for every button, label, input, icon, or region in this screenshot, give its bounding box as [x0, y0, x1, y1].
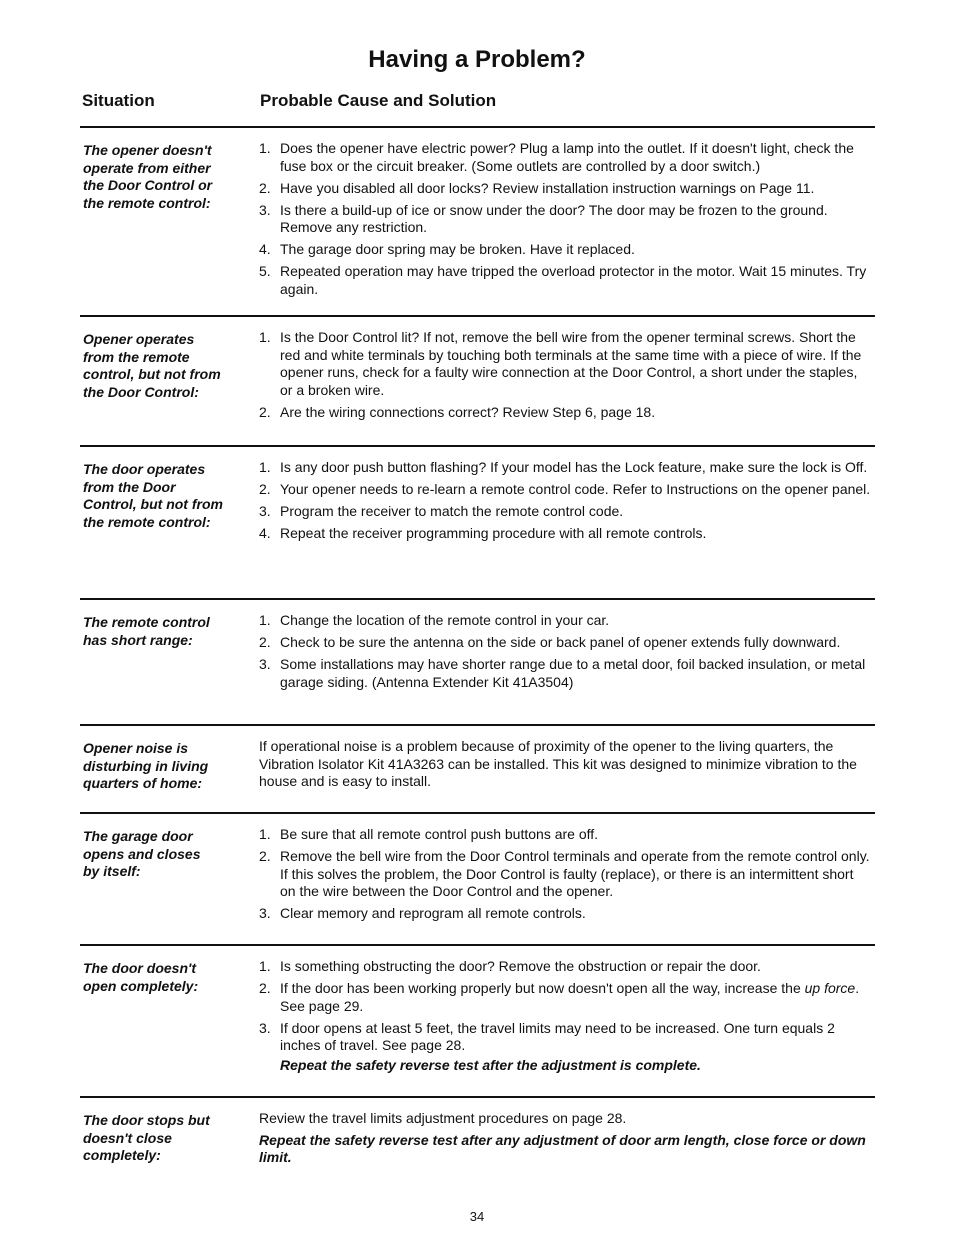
situation-text: Opener noise is disturbing in living quarters of home:: [83, 740, 209, 791]
page-number: 34: [469, 1209, 485, 1224]
solution-item: 4. The garage door spring may be broken. Have it replaced.: [259, 241, 635, 257]
solution-column-header: Probable Cause and Solution: [260, 91, 497, 110]
solution-item: 2. If the door has been working properly but now doesn't open all the way, increase the up force. See page 29.: [259, 980, 860, 1014]
solution-item: 3. Program the receiver to match the remote control code.: [259, 503, 624, 519]
problem-section-noise: [80, 724, 875, 791]
solution-item: 3. Is there a build-up of ice or snow under the door? The door may be frozen to the ground. Remove any restriction.: [259, 201, 828, 235]
solution-paragraph: If operational noise is a problem because of proximity of the opener to the living quarters, the Vibration Isolator Kit 41A3263 can be installed. This kit was designed to minimize vibration to the house and is easy to install.: [259, 738, 857, 789]
situation-text: The remote control has short range:: [83, 614, 210, 648]
solution-item: 5. Repeated operation may have tripped the overload protector in the motor. Wait 15 minutes. Try again.: [259, 263, 867, 297]
problem-section-no-power: [80, 126, 875, 297]
solution-block: [259, 329, 871, 426]
solution-block: [259, 826, 871, 927]
solution-block: [259, 1110, 871, 1167]
solution-item: 3. Some installations may have shorter range due to a metal door, foil backed insulation, or metal garage siding. (Antenna Extender Kit 41A3504): [259, 656, 866, 690]
solution-block: [259, 459, 871, 547]
solution-block: [259, 612, 871, 696]
situation-column-header: Situation: [82, 91, 155, 110]
safety-note: Repeat the safety reverse test after any adjustment of door arm length, close force or down limit.: [259, 1131, 866, 1165]
problem-section-doesnt-close: [80, 1096, 875, 1165]
solution-paragraph: Review the travel limits adjustment procedures on page 28.: [259, 1110, 627, 1126]
solution-item: 3. Clear memory and reprogram all remote controls.: [259, 905, 586, 921]
situation-text: Opener operates from the remote control, but not from the Door Control:: [83, 331, 221, 400]
problem-section-remote-control: [80, 445, 875, 541]
solution-item: 2. Remove the bell wire from the Door Control terminals and operate from the remote control only. If this solves the problem, the Door Control is faulty (replace), or there is an intermittent short on the wire between the Door Control and the opener.: [259, 848, 870, 899]
situation-text: The opener doesn't operate from either the Door Control or the remote control:: [83, 142, 213, 211]
situation-text: The door operates from the Door Control, but not from the remote control:: [83, 461, 223, 530]
solution-item: 1. Is the Door Control lit? If not, remove the bell wire from the opener terminal screws. Short the red and white terminals by touching both terminals at the same time with a piece of wire. If the opener runs, check for a faulty wire connection at the Door Control, a short under the staples, or a broken wire.: [259, 329, 862, 398]
problem-section-doesnt-open: [80, 944, 875, 1073]
solution-item: 1. Is any door push button flashing? If your model has the Lock feature, make sure the lock is Off.: [259, 459, 868, 475]
solution-item: 2. Check to be sure the antenna on the side or back panel of opener extends fully downward.: [259, 634, 841, 650]
solution-item: 1. Be sure that all remote control push buttons are off.: [259, 826, 599, 842]
solution-block: [259, 738, 871, 791]
page-title: Having a Problem?: [368, 46, 586, 73]
problem-section-short-range: [80, 598, 875, 690]
problem-section-door-control: [80, 315, 875, 420]
solution-item: 1. Change the location of the remote control in your car.: [259, 612, 610, 628]
solution-item: 2. Have you disabled all door locks? Review installation instruction warnings on Page 11.: [259, 179, 815, 196]
situation-text: The door doesn't open completely:: [83, 960, 199, 994]
solution-item: 2. Your opener needs to re-learn a remote control code. Refer to Instructions on the opener panel.: [259, 481, 871, 497]
safety-note: Repeat the safety reverse test after the adjustment is complete.: [280, 1056, 701, 1073]
solution-item: 1. Does the opener have electric power? Plug a lamp into the outlet. If it doesn't light, check the fuse box or the circuit breaker. (Some outlets are controlled by a door switch.): [259, 140, 854, 174]
problem-section-opens-by-itself: [80, 812, 875, 921]
solution-item: 1. Is something obstructing the door? Remove the obstruction or repair the door.: [259, 958, 761, 974]
solution-block: [259, 958, 871, 1074]
situation-text: The door stops but doesn't close completely:: [83, 1112, 210, 1163]
solution-item: 2. Are the wiring connections correct? Review Step 6, page 18.: [259, 403, 656, 420]
solution-item: 3. If door opens at least 5 feet, the travel limits may need to be increased. One turn equals 2 inches of travel. See page 28.: [259, 1019, 835, 1053]
solution-item: 4. Repeat the receiver programming procedure with all remote controls.: [259, 525, 707, 541]
solution-block: [259, 140, 871, 303]
situation-text: The garage door opens and closes by itself:: [83, 828, 201, 879]
